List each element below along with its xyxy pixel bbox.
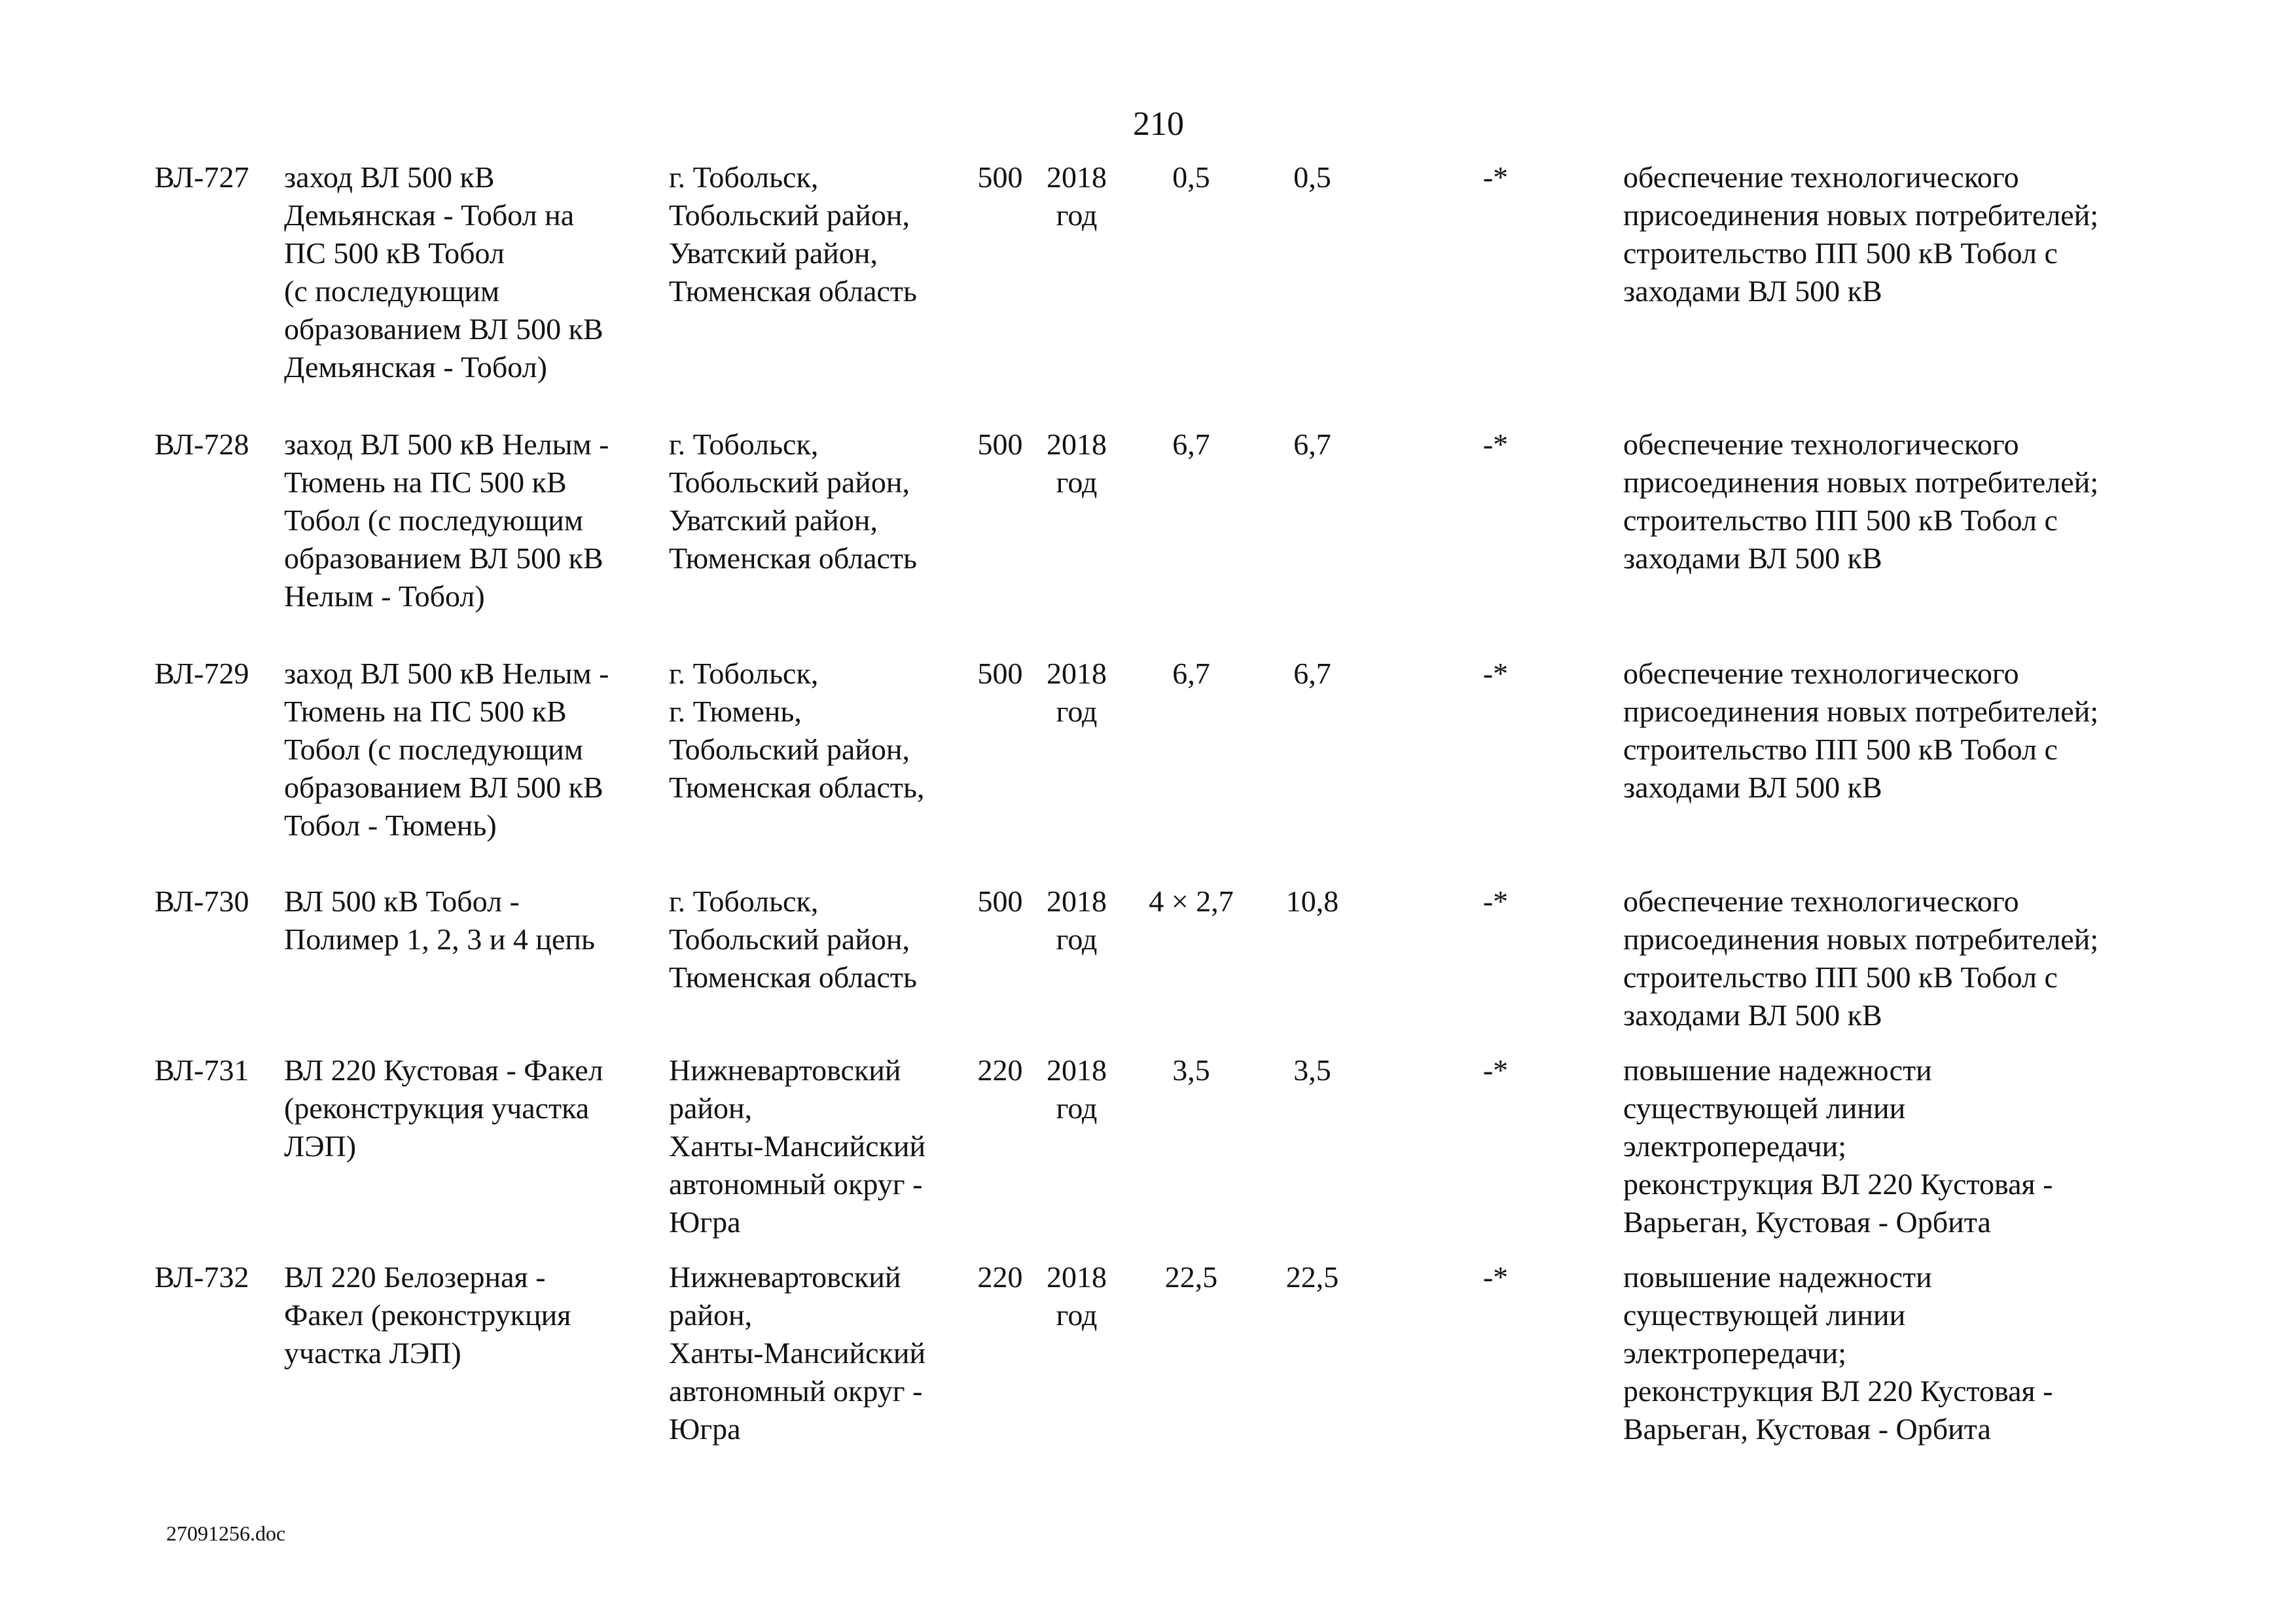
- line-length-a: 6,7: [1172, 428, 1210, 461]
- line-name: ВЛ 220 Кустовая - Факел (реконструкция участка ЛЭП): [284, 1053, 603, 1163]
- page-number: 210: [1133, 105, 1184, 143]
- line-voltage: 220: [977, 1053, 1023, 1087]
- line-cost: -*: [1482, 1053, 1509, 1087]
- line-year: 2018 год: [1047, 1260, 1107, 1332]
- line-name: ВЛ 500 кВ Тобол - Полимер 1, 2, 3 и 4 цепь: [284, 884, 595, 956]
- line-length-b: 10,8: [1285, 884, 1339, 918]
- line-voltage: 500: [977, 657, 1023, 690]
- line-id: ВЛ-728: [154, 428, 249, 461]
- line-id: ВЛ-731: [154, 1053, 249, 1087]
- line-cost: -*: [1482, 1260, 1509, 1294]
- line-length-b: 3,5: [1293, 1053, 1331, 1087]
- line-voltage: 500: [977, 884, 1023, 918]
- line-length-b: 6,7: [1293, 428, 1331, 461]
- line-cost: -*: [1482, 428, 1509, 461]
- line-id: ВЛ-729: [154, 657, 249, 690]
- line-purpose: обеспечение технологического присоединения новых потребителей; строительство ПП 500 кВ Тобол с заходами ВЛ 500 кВ: [1623, 884, 2099, 1032]
- line-cost: -*: [1482, 160, 1509, 194]
- line-name: ВЛ 220 Белозерная - Факел (реконструкция участка ЛЭП): [284, 1260, 571, 1370]
- line-length-a: 4 × 2,7: [1149, 884, 1234, 918]
- line-id: ВЛ-732: [154, 1260, 249, 1294]
- line-year: 2018 год: [1047, 657, 1107, 728]
- line-length-a: 3,5: [1172, 1053, 1210, 1087]
- line-purpose: обеспечение технологического присоединения новых потребителей; строительство ПП 500 кВ Тобол с заходами ВЛ 500 кВ: [1623, 428, 2099, 575]
- line-location: г. Тобольск, Тобольский район, Уватский район, Тюменская область: [669, 428, 917, 575]
- line-voltage: 500: [977, 160, 1023, 194]
- line-cost: -*: [1482, 884, 1509, 918]
- line-name: заход ВЛ 500 кВ Нелым - Тюмень на ПС 500 кВ Тобол (с последующим образованием ВЛ 500 кВ Нелым - Тобол): [284, 428, 609, 613]
- line-purpose: повышение надежности существующей линии электропередачи; реконструкция ВЛ 220 Кустовая - Варьеган, Кустовая - Орбита: [1623, 1260, 2053, 1446]
- line-name: заход ВЛ 500 кВ Демьянская - Тобол на ПС 500 кВ Тобол (с последующим образованием ВЛ 500 кВ Демьянская - Тобол): [284, 160, 603, 384]
- line-length-b: 0,5: [1293, 160, 1331, 194]
- line-year: 2018 год: [1047, 884, 1107, 956]
- document-filename: 27091256.doc: [166, 1522, 286, 1545]
- line-voltage: 220: [977, 1260, 1023, 1294]
- line-length-a: 6,7: [1172, 657, 1210, 690]
- line-length-a: 22,5: [1164, 1260, 1218, 1294]
- line-length-b: 6,7: [1293, 657, 1331, 690]
- line-id: ВЛ-730: [154, 884, 249, 918]
- line-location: Нижневартовский район, Ханты-Мансийский автономный округ - Югра: [669, 1053, 926, 1239]
- line-id: ВЛ-727: [154, 160, 249, 194]
- line-location: г. Тобольск, г. Тюмень, Тобольский район, Тюменская область,: [669, 657, 925, 804]
- line-location: Нижневартовский район, Ханты-Мансийский автономный округ - Югра: [669, 1260, 926, 1446]
- line-name: заход ВЛ 500 кВ Нелым - Тюмень на ПС 500 кВ Тобол (с последующим образованием ВЛ 500 кВ Тобол - Тюмень): [284, 657, 609, 842]
- line-length-a: 0,5: [1172, 160, 1210, 194]
- line-year: 2018 год: [1047, 160, 1107, 232]
- line-purpose: обеспечение технологического присоединения новых потребителей; строительство ПП 500 кВ Тобол с заходами ВЛ 500 кВ: [1623, 160, 2099, 308]
- line-purpose: обеспечение технологического присоединения новых потребителей; строительство ПП 500 кВ Тобол с заходами ВЛ 500 кВ: [1623, 657, 2099, 804]
- line-year: 2018 год: [1047, 1053, 1107, 1125]
- line-location: г. Тобольск, Тобольский район, Уватский район, Тюменская область: [669, 160, 917, 308]
- line-cost: -*: [1482, 657, 1509, 690]
- line-location: г. Тобольск, Тобольский район, Тюменская область: [669, 884, 917, 994]
- line-length-b: 22,5: [1285, 1260, 1339, 1294]
- line-voltage: 500: [977, 428, 1023, 461]
- line-purpose: повышение надежности существующей линии электропередачи; реконструкция ВЛ 220 Кустовая - Варьеган, Кустовая - Орбита: [1623, 1053, 2053, 1239]
- line-year: 2018 год: [1047, 428, 1107, 499]
